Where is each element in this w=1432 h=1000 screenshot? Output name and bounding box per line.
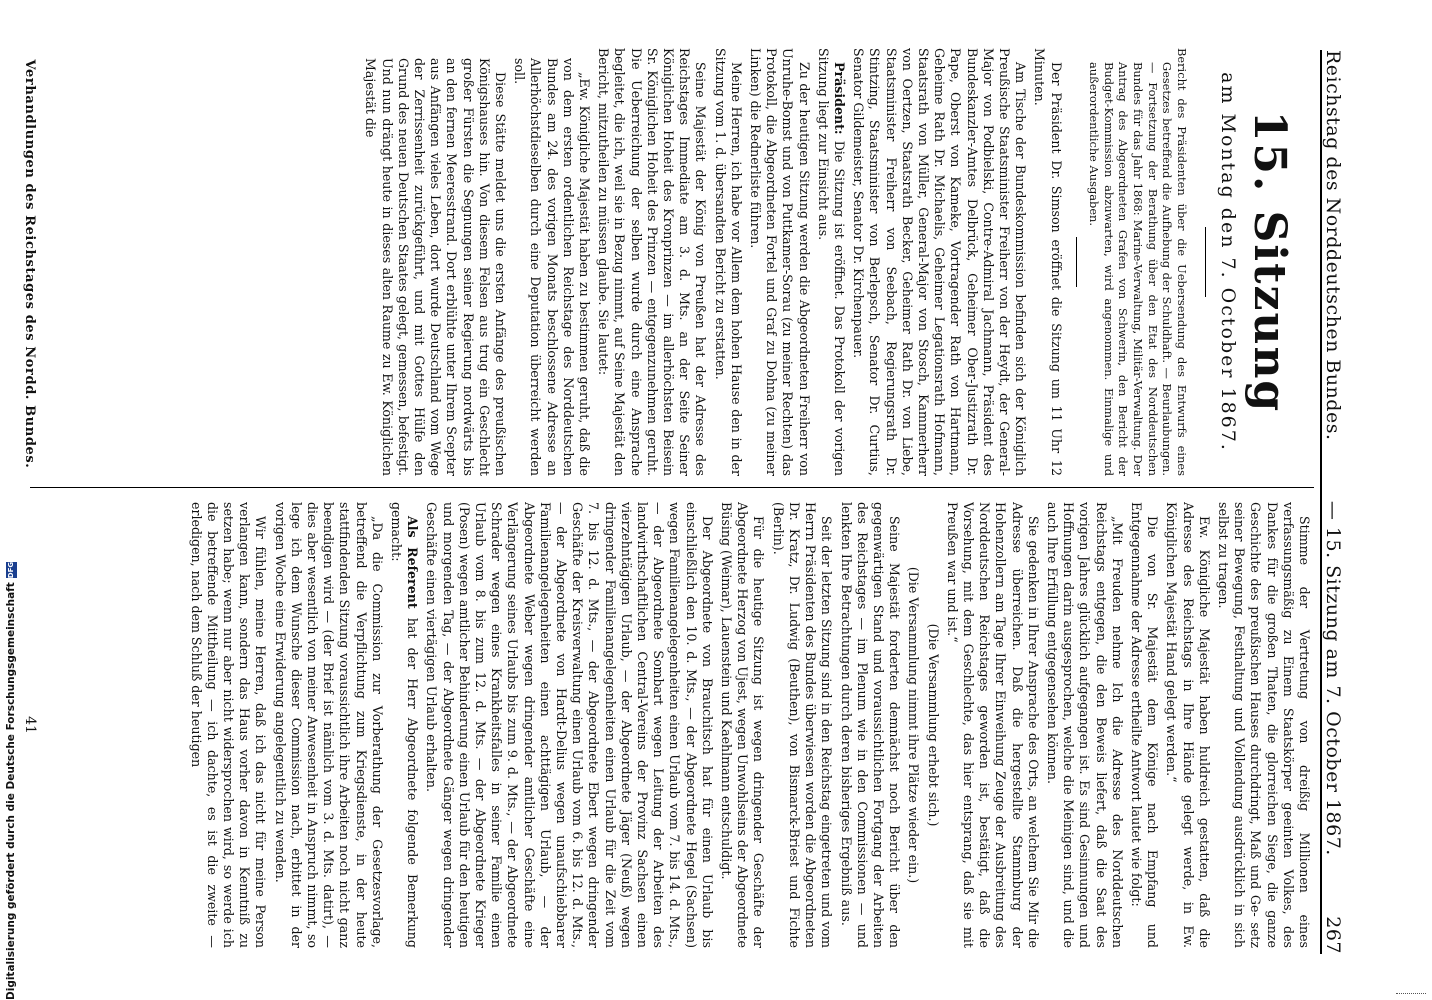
speaker-label: Als Referent [405,516,421,609]
dfg-logo: DFG [6,561,15,579]
footer-title: Verhandlungen des Reichstages des Nordd. Bundes. [22,59,37,469]
address-paragraph: Seine Majestät der König von Preußen hat der Adresse des Reichstages Immediate am 3. d. Mts. an der Seite Seiner Königlichen Hoheit des Kronprinzen — im allerhöchsten Beisein Sr. Königlichen Hoheit des Prinzen — entgegenzunehmen geruht. Die Ueberreichung der selben wurde durch eine Ansprache begleitet, die ich, weil sie in Bezug nimmt, auf Seine Majestät den Bericht, mitzutheilen zu müssen glaube. Sie lautet: [596,48,709,476]
agenda-summary: Bericht des Präsidenten über die Uebersendung des Entwurfs eines Gesetzes betreffend die Aufhebung der Schuldhaft. — Beurlaubungen. — Fortsetzung der Berathung über den Etat des Norddeutschen Bundes für das Jahr 1868: Marine-Verwaltung, Militär-Verwaltung. Der Antrag des Abgeordneten Grafen von Schwerin, den Bericht der Budget-Kommission abzuwarten, wird angenommen. Einmalige und außerordentliche Ausgaben. [1087,48,1189,476]
stage-direction: (Die Versammlung erhebt sich.) [925,623,941,827]
quote-paragraph: Diese Stätte meldet uns die ersten Anfänge des preußischen Königshauses hin. Von diesem Felsen aus trug ein Geschlecht großer Fürsten die Segnungen seiner Regierung nordwärts bis an den fernen Meeresstrand. Dort erblühte unter Ihrem Scepter aus Anfängen vieles Leben, dort wurde Deutschland vom Wege der Zerrissenheit zurückgeführt, und mit Gottes Hülfe den Grund des neuen Deutschen Staates gelegt, gemessen, befestigt. Und nun drängt heute in dieses alten Raume zu Ew. Königlichen Majestät die [363,58,508,476]
column-rule [30,487,1314,488]
president-paragraph [815,48,847,476]
body-paragraph: „Mit Freuden nehme Ich die Adresse des Norddeutschen Reichstags entgegen, die den Beweis liefert, daß die Saat des vorigen Jahres glücklich aufgegangen ist. Es sind Gesinnungen und Hoffnungen darin ausgesprochen, welche die Meinigen sind, und die auch Ihre Erfüllung entgegensehen können. [1044,502,1125,948]
right-column [40,502,1312,948]
left-column [40,48,1312,476]
speaker-label: Präsident: [832,62,847,135]
body-paragraph: Ew. Königliche Majestät haben huldreich gestatten, daß die Adresse des Reichstags in Ihre Hände gelegt werde, in Ew. Königlichen Majestät Hand gelegt werden.“ [1164,502,1212,948]
digitization-notice [4,561,18,1000]
body-paragraph: Wir fühlen, meine Herren, daß ich das nicht für meine Person verlangen kann, sondern das Haus vorher davon in Kenntniß zu setzen habe; wenn nur aber nicht widersprochen wird, so werde ich die betreffende Mittheilung — ich dachte, es ist die zweite — erledigen, nach dem Schluß der heutigen [188,502,269,948]
president-text: Die Sitzung ist eröffnet. Das Protokoll der vorigen Sitzung liegt zur Einsicht aus. [815,48,847,476]
digitization-text: Digitalisierung gefördert durch die Deutsche Forschungsgemeinschaft [5,582,17,1000]
stage-direction: (Die Versammlung nimmt ihre Plätze wieder ein.) [906,566,922,884]
body-paragraph: Sie gedenken in Ihrer Ansprache des Orts, an welchem Sie Mir die Adresse überreichen. Daß die hergestellte Stammburg der Hohenzollern am Tage Ihrer Einweihung Zeuge der Ausbreitung des Norddeutschen Reichstages geworden ist, bestätigt, daß die Vorsehung, mit dem Geschlechte, das hier entsprang, daß sie mit Preußen war und ist.“ [944,502,1041,948]
divider [1076,237,1077,287]
body-paragraph: Der Abgeordnete von Brauchitsch hat für einen Urlaub bis einschließlich den 10. d. Mts., — der Abgeordnete Hegel (Sachsen) wegen Familienangelegenheiten einen Urlaub vom 7. bis 14. d. Mts., — der Abgeordnete Sombart wegen Leitung der Arbeiten des landwirthschaftlichen Central-Vereins der Provinz Sachsen einen vierzehntägigen Urlaub, — der Abgeordnete Jäger (Neuß) wegen dringender Familienangelegenheiten einen Urlaub für die Zeit vom 7. bis 12. d. Mts., — der Abgeordnete Ebert wegen dringender Geschäfte der Kreisverwaltung einen Urlaub vom 6. bis 12. d. Mts., — der Abgeordnete von Hardt-Delius wegen unaufschiebbarer Familienangelegenheiten einen achttägigen Urlaub, — der Abgeordnete Weber wegen dringender amtlicher Geschäfte eine Verlängerung seines Urlaubs bis zum 9. d. Mts., — der Abgeordnete Schrader wegen eines Krankheitsfalles in seiner Familie einen Urlaub vom 8. bis zum 12. d. Mts. — der Abgeordnete Krieger (Posen) wegen amtlicher Behinderung einen Urlaub für den heutigen und morgenden Tag, — der Abgeordnete Gänger wegen dringender Geschäfte einen viertägigen Urlaub erhalten. [424,502,715,948]
folio-number: 41 [22,716,38,734]
running-head-center: — 15. Sitzung am 7. October 1867. [1322,500,1344,856]
body-paragraph [388,502,420,948]
body-paragraph: Seit der letzten Sitzung sind in den Reichstag eingetreten und vom Herrn Präsidenten des Bundes überwiesen worden die Abgeordneten Dr. Kratz, Dr. Ludwig (Beuthen), von Bismarck-Briest und Fichte (Berlin). [770,502,835,948]
ministers-paragraph: Am Tische der Bundeskommission befinden sich der Königlich Preußische Staatsminister Freiherr von der Heydt, der General-Major von Podbielski, Contre-Admiral Jachmann, Präsident des Bundeskanzler-Amtes Delbrück, Geheimer Ober-Justizrath Dr. Pape, Oberst von Kameke, Vortragender Rath von Hartmann, Geheime Rath Dr. Michaelis, Geheimer Legationsrath Hofmann, Staatsrath von Müller, General-Major von Stosch, Kammerherr von Oertzen, Staatsrath Becker, Geheimer Rath Dr. von Liebe, Staatsminister Freiherr von Seebach, Regierungsrath Dr. Stintzing, Staatsminister von Berlepsch, Senator Dr. Curtius, Senator Gildemeister, Senator Dr. Kirchenpauer. [851,48,1029,476]
session-title: 15. Sitzung [1244,110,1295,414]
body-text: hat der Herr Abgeordnete folgende Bemerkung gemacht: [389,502,421,948]
body-paragraph: Stimme der Vertretung von dreißig Millionen eines verfassungsmäßig zu Einem Staatskörper geeinten Volkes, des Dankes für die großen Thaten, die glorreichen Siege, die ganze Geschichte des preußischen Hauses durchdringt, Maß und Ge- setz seiner Bewegung, Festhaltung und Vollendung ausdrücklich in sich selbst zu tragen. [1215,502,1312,948]
body-paragraph: Für die heutige Sitzung ist wegen dringender Geschäfte der Abgeordnete Herzog von Ujest, wegen Unwohlseins der Abgeordnete Büsing (Weimar), Lauenstein und Kaehlmann entschuldigt. [719,502,767,948]
body-paragraph: Seine Majestät forderten demnächst noch Bericht über den gegenwärtigen Stand und voraussichtlichen Fortgang der Arbeiten des Reichstages — im Plenum wie in den Commissionen — und lenkten Ihre Betrachtungen durch deren bisheriges Ergebniß aus. [838,502,903,948]
running-head-left: Reichstag des Norddeutschen Bundes. [1322,50,1344,441]
address-paragraph: Meine Herren, ich habe vor Allem dem hohen Hause den in der Sitzung vom 1. d. übersandten Bericht zu erstatten. [712,48,744,476]
body-paragraph: „Da die Commission zur Vorberathung der Gesetzesvorlage, betreffend die Verpflichtung zum Kriegsdienste, in der heute stattfindenden Sitzung voraussichtlich ihre Arbeiten noch nicht ganz beendigen wird — (der Brief ist nämlich vom 3. d. Mts. datirt), — dies aber wesentlich von meiner Anwesenheit in Anspruch nimmt, so lege ich dem Wunsche dieser Commission nach, erbittet in der vorigen Woche eine Erwiderung angelegentlich zu wenden. [272,502,385,948]
secretaries-paragraph: Zu der heutigen Sitzung werden die Abgeordneten Freiherr von Unruhe-Bomst und von Puttkamer-Sorau (zu meiner Rechten) das Protokoll, die Abgeordneten Fortel und Graf zu Dohna (zu meiner Linken) die Rednerliste führen. [747,48,812,476]
session-date: am Montag den 7. October 1867. [1217,72,1239,452]
opening-paragraph: Der Präsident Dr. Simson eröffnet die Sitzung um 11 Uhr 12 Minuten. [1032,48,1064,476]
quote-paragraph: „Ew. Königliche Majestät haben zu bestimmen geruht, daß die von dem ersten ordentlichen Reichstage des Norddeutschen Bundes am 24. des vorigen Monats beschlossene Adresse an Allerhöchstdieselben durch eine Deputation überreicht werden soll. [512,58,592,476]
page-number: 267 [1322,916,1344,954]
body-paragraph: Die von Sr. Majestät dem Könige nach Empfang und Entgegennahme der Adresse ertheilte Antwort lautet wie folgt: [1128,502,1161,948]
divider [1205,227,1206,297]
scan-edge-mark [1396,993,1426,998]
running-head [1320,50,1356,954]
